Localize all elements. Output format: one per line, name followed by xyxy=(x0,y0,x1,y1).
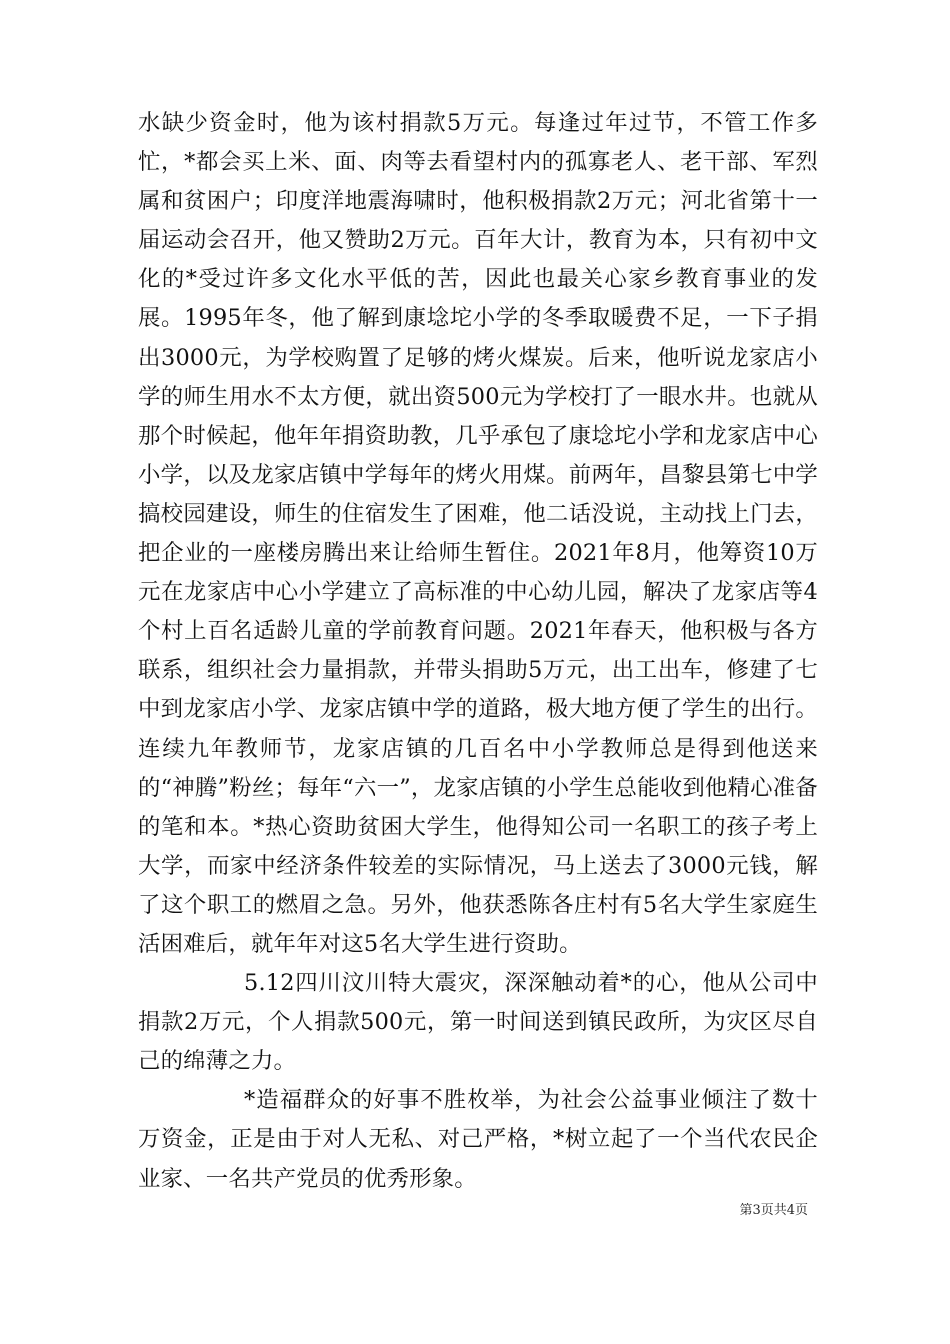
document-body xyxy=(138,104,818,1199)
paragraph-summary: *造福群众的好事不胜枚举，为社会公益事业倾注了数十万资金，正是由于对人无私、对己严格，*树立起了一个当代农民企业家、一名共产党员的优秀形象。 xyxy=(138,1087,818,1192)
paragraph-earthquake: 5.12四川汶川特大震灾，深深触动着*的心，他从公司中捐款2万元，个人捐款500元，第一时间送到镇民政所，为灾区尽自己的绵薄之力。 xyxy=(138,970,818,1075)
paragraph-donations: 水缺少资金时，他为该村捐款5万元。每逢过年过节，不管工作多忙，*都会买上米、面、肉等去看望村内的孤寡老人、老干部、军烈属和贫困户；印度洋地震海啸时，他积极捐款2万元；河北省第十一届运动会召开，他又赞助2万元。百年大计，教育为本，只有初中文化的*受过许多文化水平低的苦，因此也最关心家乡教育事业的发展。1995年冬，他了解到康埝坨小学的冬季取暖费不足，一下子捐出3000元，为学校购置了足够的烤火煤炭。后来，他听说龙家店小学的师生用水不太方便，就出资500元为学校打了一眼水井。也就从那个时候起，他年年捐资助教，几乎承包了康埝坨小学和龙家店中心小学，以及龙家店镇中学每年的烤火用煤。前两年，昌黎县第七中学搞校园建设，师生的住宿发生了困难，他二话没说，主动找上门去，把企业的一座楼房腾出来让给师生暂住。2021年8月，他筹资10万元在龙家店中心小学建立了高标准的中心幼儿园，解决了龙家店等4个村上百名适龄儿童的学前教育问题。2021年春天，他积极与各方联系，组织社会力量捐款，并带头捐助5万元，出工出车，修建了七中到龙家店小学、龙家店镇中学的道路，极大地方便了学生的出行。连续九年教师节，龙家店镇的几百名中小学教师总是得到他送来的“神腾”粉丝；每年“六一”，龙家店镇的小学生总能收到他精心准备的笔和本。*热心资助贫困大学生，他得知公司一名职工的孩子考上大学，而家中经济条件较差的实际情况，马上送去了3000元钱，解了这个职工的燃眉之急。另外，他获悉陈各庄村有5名大学生家庭生活困难后，就年年对这5名大学生进行资助。 xyxy=(138,110,818,957)
page-number: 第3页共4页 xyxy=(739,1203,808,1218)
